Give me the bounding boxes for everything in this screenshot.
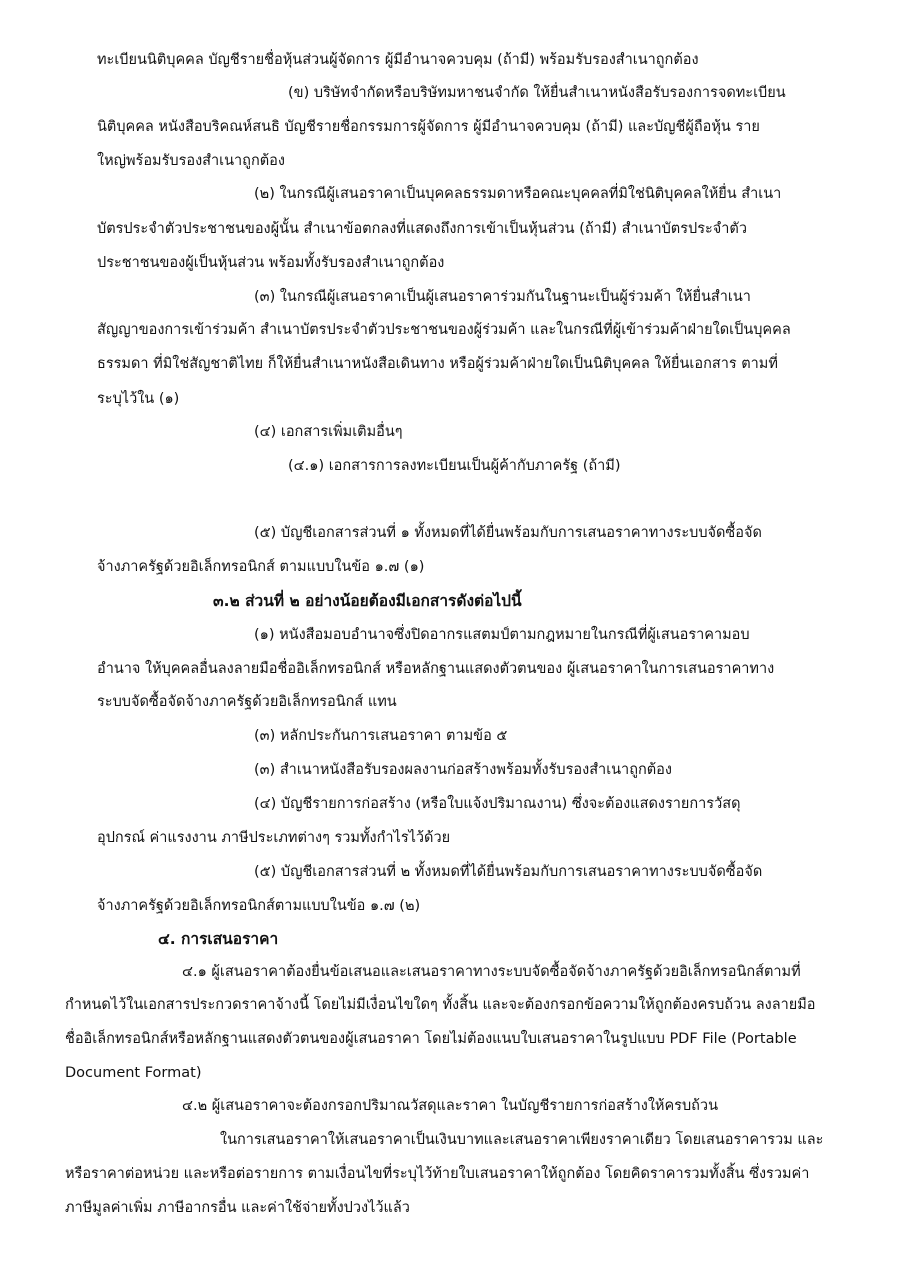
text-line: จ้างภาครัฐด้วยอิเล็กทรอนิกส์ ตามแบบในข้อ ๑.๗ (๑)	[97, 559, 425, 575]
text-line: อำนาจ ให้บุคคลอื่นลงลายมือชื่ออิเล็กทรอนิกส์ หรือหลักฐานแสดงตัวตนของ ผู้เสนอราคาในการเสนอราคาทาง	[97, 661, 775, 677]
text-line: ภาษีมูลค่าเพิ่ม ภาษีอากรอื่น และค่าใช้จ่ายทั้งปวงไว้แล้ว	[65, 1200, 410, 1216]
text-line: นิติบุคคล หนังสือบริคณห์สนธิ บัญชีรายชื่อกรรมการผู้จัดการ ผู้มีอำนาจควบคุม (ถ้ามี) และบัญชีผู้ถือหุ้น ราย	[97, 119, 760, 135]
text-line: ระบุไว้ใน (๑)	[97, 391, 180, 407]
text-line: (๑) หนังสือมอบอำนาจซึ่งปิดอากรแสตมป์ตามกฎหมายในกรณีที่ผู้เสนอราคามอบ	[254, 627, 750, 643]
section-heading: ๓.๒ ส่วนที่ ๒ อย่างน้อยต้องมีเอกสารดังต่อไปนี้	[213, 592, 522, 610]
text-line: ๔.๑ ผู้เสนอราคาต้องยื่นข้อเสนอและเสนอราคาทางระบบจัดซื้อจัดจ้างภาครัฐด้วยอิเล็กทรอนิกส์ตามที่	[182, 964, 801, 980]
text-line: (๕) บัญชีเอกสารส่วนที่ ๒ ทั้งหมดที่ได้ยื่นพร้อมกับการเสนอราคาทางระบบจัดซื้อจัด	[254, 864, 763, 880]
text-line: (๓) ในกรณีผู้เสนอราคาเป็นผู้เสนอราคาร่วมกันในฐานะเป็นผู้ร่วมค้า ให้ยื่นสำเนา	[254, 289, 751, 305]
text-line: จ้างภาครัฐด้วยอิเล็กทรอนิกส์ตามแบบในข้อ ๑.๗ (๒)	[97, 898, 421, 914]
text-line: (๒) ในกรณีผู้เสนอราคาเป็นบุคคลธรรมดาหรือคณะบุคคลที่มิใช่นิติบุคคลให้ยื่น สำเนา	[254, 186, 782, 202]
text-line: (๔) บัญชีรายการก่อสร้าง (หรือใบแจ้งปริมาณงาน) ซึ่งจะต้องแสดงรายการวัสดุ	[254, 796, 741, 812]
text-line: (๓) สำเนาหนังสือรับรองผลงานก่อสร้างพร้อมทั้งรับรองสำเนาถูกต้อง	[254, 762, 672, 778]
text-line: บัตรประจำตัวประชาชนของผู้นั้น สำเนาข้อตกลงที่แสดงถึงการเข้าเป็นหุ้นส่วน (ถ้ามี) สำเนาบัตรประจำตัว	[97, 221, 747, 237]
text-line: ระบบจัดซื้อจัดจ้างภาครัฐด้วยอิเล็กทรอนิกส์ แทน	[97, 694, 397, 710]
text-line: (๕) บัญชีเอกสารส่วนที่ ๑ ทั้งหมดที่ได้ยื่นพร้อมกับการเสนอราคาทางระบบจัดซื้อจัด	[254, 525, 762, 541]
section-heading: ๔. การเสนอราคา	[158, 930, 279, 948]
text-line: ทะเบียนนิติบุคคล บัญชีรายชื่อหุ้นส่วนผู้จัดการ ผู้มีอำนาจควบคุม (ถ้ามี) พร้อมรับรองสำเนาถูกต้อง	[97, 52, 699, 68]
text-line: ชื่ออิเล็กทรอนิกส์หรือหลักฐานแสดงตัวตนของผู้เสนอราคา โดยไม่ต้องแนบใบเสนอราคาในรูปแบบ PDF File (Portable	[65, 1031, 797, 1047]
text-line: อุปกรณ์ ค่าแรงงาน ภาษีประเภทต่างๆ รวมทั้งกำไรไว้ด้วย	[97, 830, 451, 846]
text-line: (๔.๑) เอกสารการลงทะเบียนเป็นผู้ค้ากับภาครัฐ (ถ้ามี)	[288, 458, 621, 474]
text-line: ประชาชนของผู้เป็นหุ้นส่วน พร้อมทั้งรับรองสำเนาถูกต้อง	[97, 255, 445, 271]
text-line: กำหนดไว้ในเอกสารประกวดราคาจ้างนี้ โดยไม่มีเงื่อนไขใดๆ ทั้งสิ้น และจะต้องกรอกข้อความให้ถูกต้องครบถ้วน ลงลายมือ	[65, 997, 816, 1013]
text-line: หรือราคาต่อหน่วย และหรือต่อรายการ ตามเงื่อนไขที่ระบุไว้ท้ายใบเสนอราคาให้ถูกต้อง โดยคิดราคารวมทั้งสิ้น ซึ่งรวมค่า	[65, 1166, 810, 1182]
text-line: (๔) เอกสารเพิ่มเติมอื่นๆ	[254, 424, 403, 440]
text-line: ๔.๒ ผู้เสนอราคาจะต้องกรอกปริมาณวัสดุและราคา ในบัญชีรายการก่อสร้างให้ครบถ้วน	[182, 1098, 718, 1114]
text-line: ธรรมดา ที่มิใช่สัญชาติไทย ก็ให้ยื่นสำเนาหนังสือเดินทาง หรือผู้ร่วมค้าฝ่ายใดเป็นนิติบุคคล ให้ยื่นเอกสาร ตามที่	[97, 356, 778, 372]
text-line: (๓) หลักประกันการเสนอราคา ตามข้อ ๕	[254, 728, 508, 744]
text-line: ในการเสนอราคาให้เสนอราคาเป็นเงินบาทและเสนอราคาเพียงราคาเดียว โดยเสนอราคารวม และ	[220, 1132, 824, 1148]
text-line: ใหญ่พร้อมรับรองสำเนาถูกต้อง	[97, 153, 285, 169]
text-line: สัญญาของการเข้าร่วมค้า สำเนาบัตรประจำตัวประชาชนของผู้ร่วมค้า และในกรณีที่ผู้เข้าร่วมค้าฝ่ายใดเป็นบุคคล	[97, 322, 791, 338]
text-line: Document Format)	[65, 1065, 202, 1081]
text-line: (ข) บริษัทจำกัดหรือบริษัทมหาชนจำกัด ให้ยื่นสำเนาหนังสือรับรองการจดทะเบียน	[288, 85, 786, 101]
